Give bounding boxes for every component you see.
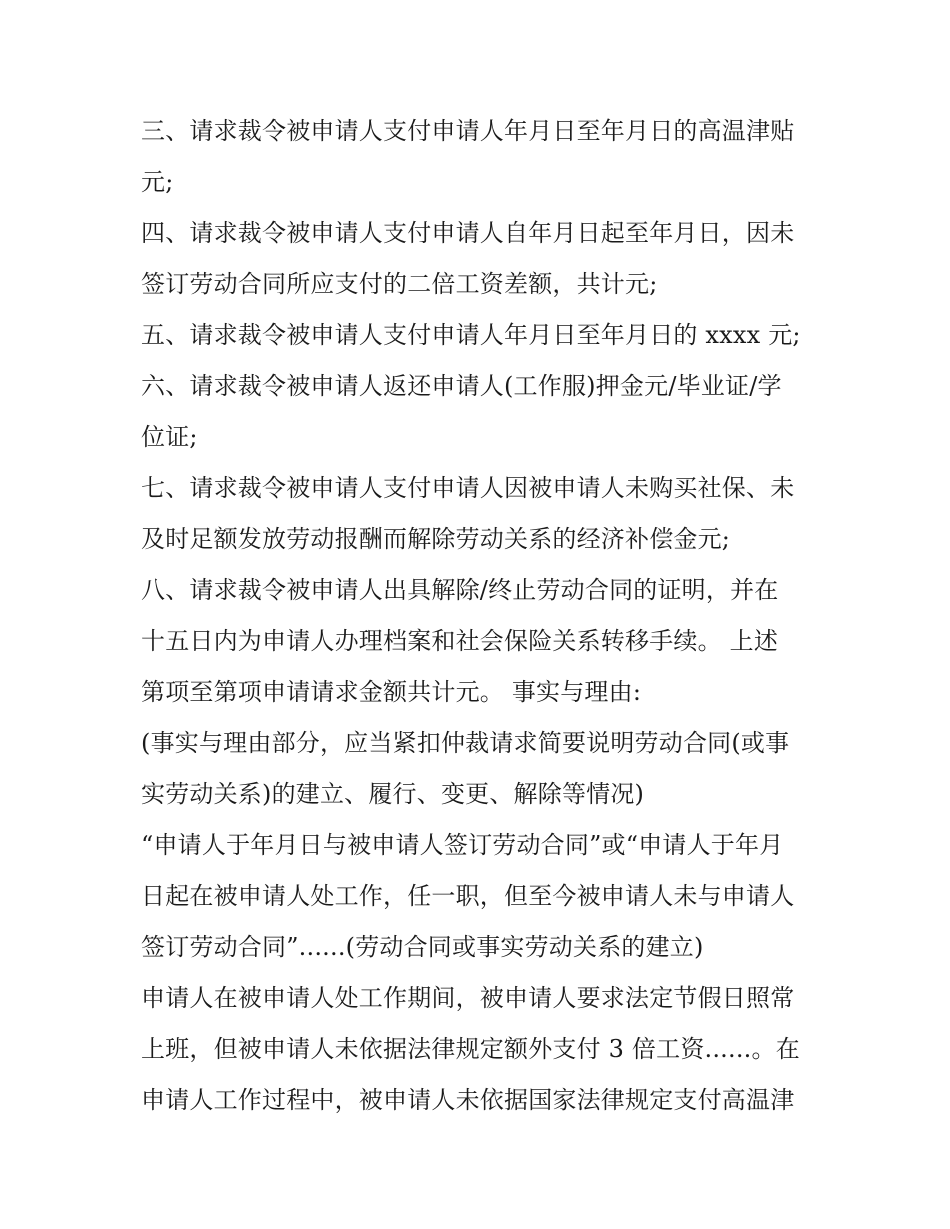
text-line: 申请人在被申请人处工作期间，被申请人要求法定节假日照常 <box>141 984 795 1012</box>
text-line: 十五日内为申请人办理档案和社会保险关系转移手续。 上述 <box>141 627 779 655</box>
text-line: 七、请求裁令被申请人支付申请人因被申请人未购买社保、未 <box>141 474 795 502</box>
text-line: 及时足额发放劳动报酬而解除劳动关系的经济补偿金元; <box>141 525 731 553</box>
document-body <box>141 106 821 1126</box>
text-line: 申请人工作过程中，被申请人未依据国家法律规定支付高温津 <box>141 1086 795 1114</box>
text-line: 上班，但被申请人未依据法律规定额外支付 3 倍工资......。在 <box>141 1035 800 1063</box>
text-line: 四、请求裁令被申请人支付申请人自年月日起至年月日，因未 <box>141 219 795 247</box>
text-line: 六、请求裁令被申请人返还申请人(工作服)押金元/毕业证/学 <box>141 372 782 400</box>
text-line: (事实与理由部分，应当紧扣仲裁请求简要说明劳动合同(或事 <box>141 729 790 757</box>
text-line: 签订劳动合同所应支付的二倍工资差额，共计元; <box>141 270 658 298</box>
text-line: 八、请求裁令被申请人出具解除/终止劳动合同的证明，并在 <box>141 576 779 604</box>
text-line: 第项至第项申请请求金额共计元。 事实与理由: <box>141 678 642 706</box>
text-line: 签订劳动合同”......(劳动合同或事实劳动关系的建立) <box>141 933 704 961</box>
text-line: 位证; <box>141 423 198 451</box>
text-line: 实劳动关系)的建立、履行、变更、解除等情况) <box>141 780 645 808</box>
text-line: 日起在被申请人处工作，任一职，但至今被申请人未与申请人 <box>141 882 795 910</box>
text-line: 三、请求裁令被申请人支付申请人年月日至年月日的高温津贴 <box>141 117 795 145</box>
text-line: “申请人于年月日与被申请人签订劳动合同”或“申请人于年月 <box>141 831 784 859</box>
text-line: 五、请求裁令被申请人支付申请人年月日至年月日的 xxxx 元; <box>141 321 801 349</box>
text-line: 元; <box>141 168 174 196</box>
